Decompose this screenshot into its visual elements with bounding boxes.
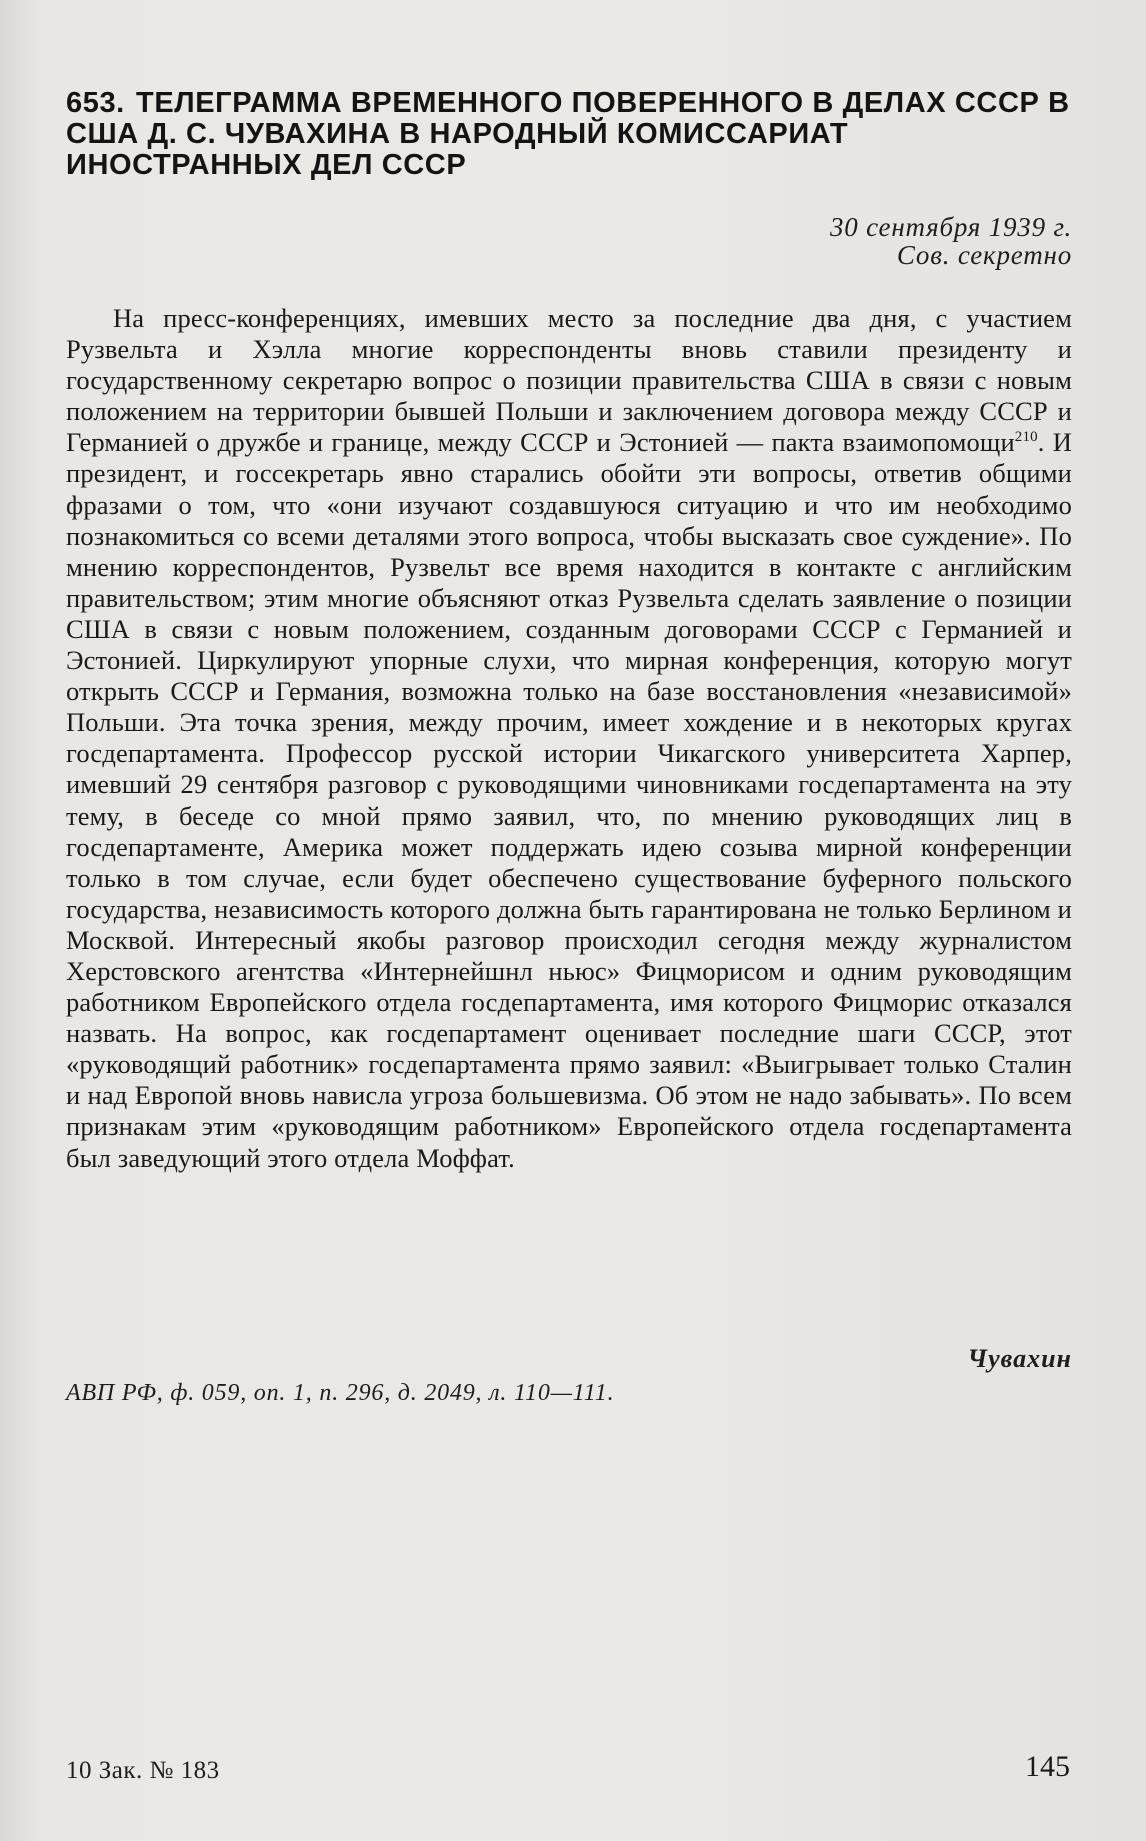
body-text-part2: . И президент, и госсекретарь явно старались обойти эти вопросы, ответив общими фразами о том, что «они изучают создавшуюся ситуацию и что им необходимо познакомиться со всеми деталями этого вопроса, чтобы высказать свое суждение». По мнению корреспондентов, Рузвельт все время находится в контакте с английским правительством; этим многие объясняют отказ Рузвельта сделать заявление о позиции США в связи с новым положением, созданным договорами СССР с Германией и Эстонией. Циркулируют упорные слухи, что мирная конференция, которую могут открыть СССР и Германия, возможна только на базе восстановления «независимой» Польши. Эта точка зрения, между прочим, имеет хождение и в некоторых кругах госдепартамента. Профессор русской истории Чикагского университета Харпер, имевший 29 сентября разговор с руководящими чиновниками госдепартамента на эту тему, в беседе со мной прямо заявил, что, по мнению руководящих лиц в госдепартаменте, Америка может поддержать идею созыва мирной конференции только в том случае, если будет обеспечено существование буферного польского государства, независимость которого должна быть гарантирована не только Берлином и Москвой. Интересный якобы разговор происходил сегодня между журналистом Херстовского агентства «Интернейшнл ньюс» Фицморисом и одним руководящим работником Европейского отдела госдепартамента, имя которого Фицморис отказался назвать. На вопрос, как госдепартамент оценивает последние шаги СССР, этот «руководящий работник» госдепартамента прямо заявил: «Выигрывает только Сталин и над Европой вновь нависла угроза большевизма. Об этом не надо забывать». По всем признакам этим «руководящим работником» Европейского отдела госдепартамента был заведующий этого отдела Моффат. bbox=[66, 427, 1072, 1173]
body-text-part1: На пресс-конференциях, имевших место за последние два дня, с участием Рузвельта и Хэлла многие корреспонденты вновь ставили президенту и государственному секретарю вопрос о позиции правительства США в связи с новым положением на территории бывшей Польши и заключением договора между СССР и Германией о дружбе и границе, между СССР и Эстонией — пакта взаимопомощи bbox=[66, 303, 1072, 458]
archive-source: АВП РФ, ф. 059, оп. 1, п. 296, д. 2049, л. 110—111. bbox=[66, 1380, 615, 1406]
telegram-body bbox=[66, 303, 1072, 1174]
printer-mark: 10 Зак. № 183 bbox=[66, 1757, 220, 1784]
heading-number: 653. bbox=[66, 87, 125, 119]
heading-title: ТЕЛЕГРАММА ВРЕМЕННОГО ПОВЕРЕННОГО В ДЕЛАХ СССР В США Д. С. ЧУВАХИНА В НАРОДНЫЙ КОМИССАРИАТ ИНОСТРАННЫХ ДЕЛ СССР bbox=[66, 87, 1070, 181]
document-date: 30 сентября 1939 г. bbox=[829, 212, 1072, 242]
signature: Чувахин bbox=[967, 1344, 1072, 1373]
classification-stamp: Сов. секретно bbox=[896, 240, 1072, 270]
footnote-reference: 210 bbox=[1014, 429, 1038, 446]
document-heading bbox=[66, 88, 1071, 181]
page-number: 145 bbox=[1025, 1750, 1070, 1783]
